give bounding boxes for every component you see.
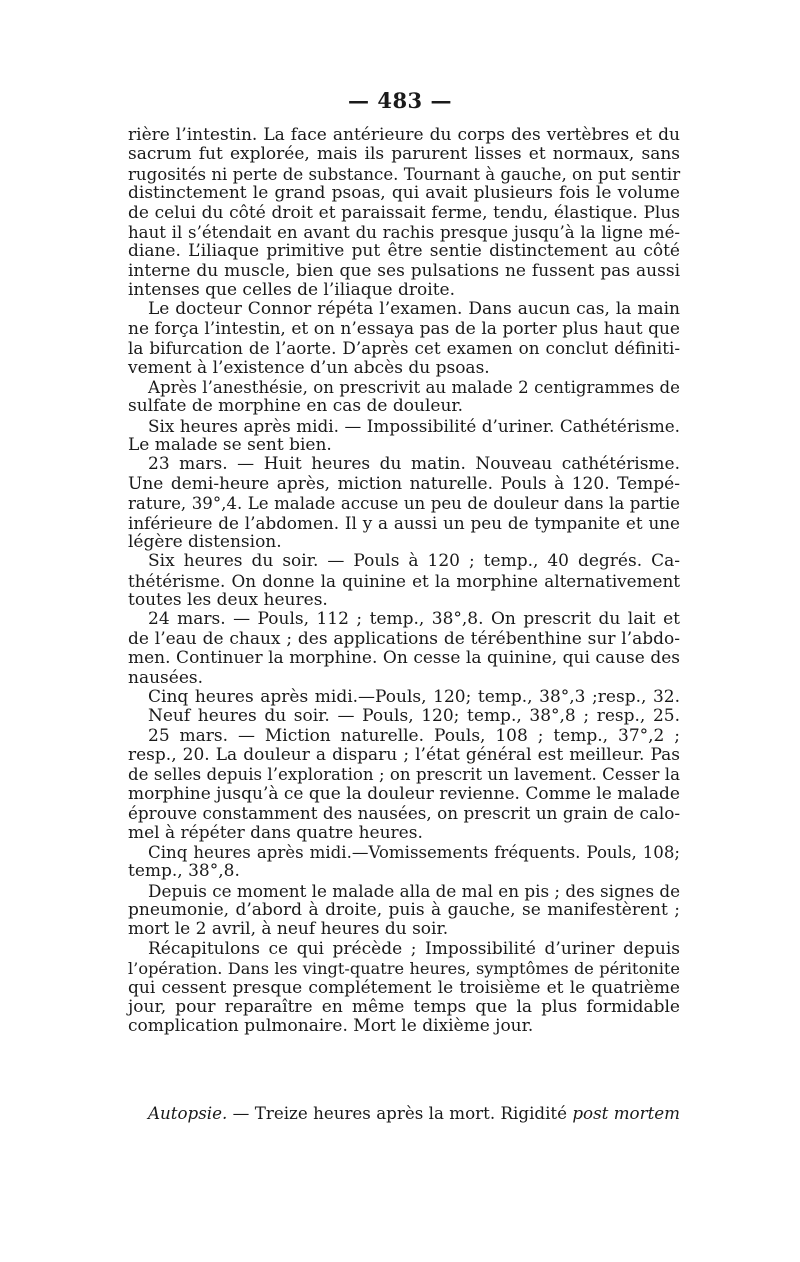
text-line: Après l’anesthésie, on prescrivit au malade 2 centigrammes de xyxy=(148,377,680,397)
text-line: vement à l’existence d’un abcès du psoas. xyxy=(128,357,490,378)
text-line: complication pulmonaire. Mort le dixième jour. xyxy=(128,1016,534,1037)
text-line: de celui du côté droit et paraissait ferme, tendu, élastique. Plus xyxy=(128,202,680,223)
text-line: l’opération. Dans les vingt-quatre heures, symptômes de péritonite xyxy=(128,959,680,979)
text-line: mort le 2 avril, à neuf heures du soir. xyxy=(128,919,449,940)
text-line: jour, pour reparaître en même temps que la plus formidable xyxy=(128,996,680,1017)
text-line: Une demi-heure après, miction naturelle. Pouls à 120. Tempé- xyxy=(128,473,680,494)
text-line: de l’eau de chaux ; des applications de térébenthine sur l’abdo- xyxy=(128,628,680,649)
text-line: légère distension. xyxy=(128,531,282,552)
autopsy-text: — Treize heures après la mort. Rigidité xyxy=(227,1103,573,1123)
text-line: pneumonie, d’abord à droite, puis à gauche, se manifestèrent ; xyxy=(128,900,680,920)
text-line: rugosités ni perte de substance. Tournant à gauche, on put sentir xyxy=(128,164,681,184)
autopsy-line xyxy=(148,1103,680,1123)
text-line: rière l’intestin. La face antérieure du corps des vertèbres et du xyxy=(128,125,680,145)
text-line: morphine jusqu’à ce que la douleur revienne. Comme le malade xyxy=(128,783,680,804)
text-line: Le malade se sent bien. xyxy=(128,435,332,455)
text-line: Cinq heures après midi.—Pouls, 120; temp., 38°,3 ;resp., 32. xyxy=(148,686,680,707)
text-line: Six heures du soir. — Pouls à 120 ; temp., 40 degrés. Ca- xyxy=(148,551,680,572)
text-line: 23 mars. — Huit heures du matin. Nouveau cathétérisme. xyxy=(148,454,680,475)
text-line: rature, 39°,4. Le malade accuse un peu de douleur dans la partie xyxy=(128,494,680,514)
text-line: Récapitulons ce qui précède ; Impossibilité d’uriner depuis xyxy=(148,938,680,959)
text-line: interne du muscle, bien que ses pulsations ne fussent pas aussi xyxy=(128,260,680,281)
text-line: Le docteur Connor répéta l’examen. Dans aucun cas, la main xyxy=(148,299,680,320)
text-line: mel à répéter dans quatre heures. xyxy=(128,822,423,843)
text-line: temp., 38°,8. xyxy=(128,861,240,882)
text-line: resp., 20. La douleur a disparu ; l’état général est meilleur. Pas xyxy=(128,745,680,765)
text-line: Cinq heures après midi.—Vomissements fréquents. Pouls, 108; xyxy=(148,842,680,862)
text-line: thétérisme. On donne la quinine et la morphine alternativement xyxy=(128,570,680,591)
text-line: sacrum fut explorée, mais ils parurent lisses et normaux, sans xyxy=(128,144,680,165)
page-number: — 483 — xyxy=(348,88,452,113)
text-line: éprouve constamment des nausées, on prescrit un grain de calo- xyxy=(128,803,680,824)
text-line: haut il s’étendait en avant du rachis presque jusqu’à la ligne mé- xyxy=(128,222,680,242)
text-line: de selles depuis l’exploration ; on prescrit un lavement. Cesser la xyxy=(128,765,680,785)
autopsy-heading: Autopsie. xyxy=(148,1103,228,1123)
text-line: men. Continuer la morphine. On cesse la quinine, qui cause des xyxy=(128,648,680,669)
text-line: qui cessent presque complétement le troisième et le quatrième xyxy=(128,977,680,998)
text-line: distinctement le grand psoas, qui avait plusieurs fois le volume xyxy=(128,183,680,204)
text-line: Neuf heures du soir. — Pouls, 120; temp., 38°,8 ; resp., 25. xyxy=(148,706,680,727)
text-line: nausées. xyxy=(128,667,204,688)
text-line: la bifurcation de l’aorte. D’après cet examen on conclut définiti- xyxy=(128,338,680,359)
text-line: inférieure de l’abdomen. Il y a aussi un peu de tympanite et une xyxy=(128,512,680,533)
post-mortem-phrase: post mortem xyxy=(572,1103,680,1123)
body-text xyxy=(128,126,680,1037)
text-line: toutes les deux heures. xyxy=(128,590,328,610)
text-line: sulfate de morphine en cas de douleur. xyxy=(128,396,464,417)
text-line: 24 mars. — Pouls, 112 ; temp., 38°,8. On prescrit du lait et xyxy=(148,609,680,630)
text-line: Six heures après midi. — Impossibilité d’uriner. Cathétérisme. xyxy=(148,415,680,436)
text-line: ne força l’intestin, et on n’essaya pas de la porter plus haut que xyxy=(128,318,680,339)
text-line: intenses que celles de l’iliaque droite. xyxy=(128,280,455,300)
text-line: Depuis ce moment le malade alla de mal en pis ; des signes de xyxy=(148,880,681,901)
text-line: 25 mars. — Miction naturelle. Pouls, 108 ; temp., 37°,2 ; xyxy=(148,725,680,746)
text-line: diane. L’iliaque primitive put être sentie distinctement au côté xyxy=(128,241,680,262)
